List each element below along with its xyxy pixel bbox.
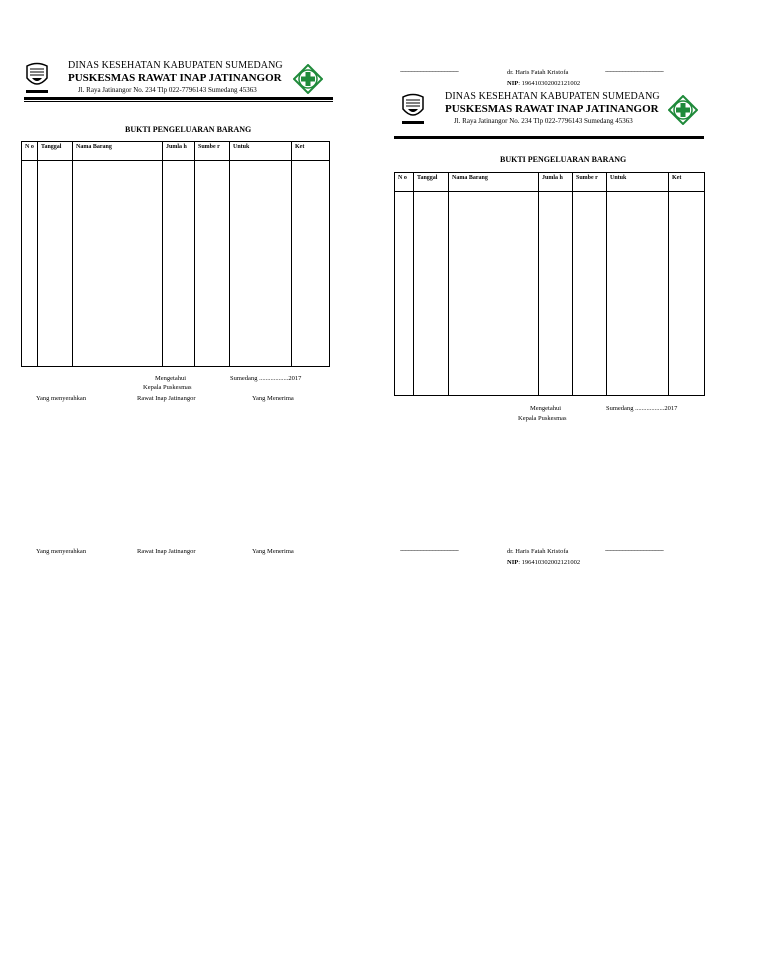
- signature-line-right-bottom: ---------------------------------------: [605, 548, 664, 554]
- sumedang-crest-icon: [400, 93, 426, 127]
- col-quantity: Jumla h: [539, 173, 573, 192]
- items-table: [21, 141, 330, 367]
- table-header-row: [395, 173, 705, 192]
- place-date: Sumedang ..................2017: [606, 405, 678, 412]
- table-row: [395, 192, 705, 396]
- nip: [507, 80, 580, 87]
- agency-name: DINAS KESEHATAN KABUPATEN SUMEDANG: [68, 60, 283, 71]
- header-rule-thin: [24, 101, 333, 102]
- head-title: Kepala Puskesmas: [518, 415, 567, 422]
- authorizer-label-bottom: Yang menyerahkan: [36, 548, 87, 555]
- head-title: Kepala Puskesmas: [143, 384, 192, 391]
- puskesmas-logo-icon: [668, 95, 698, 125]
- col-quantity: Jumla h: [163, 142, 195, 161]
- signature-line-left-bottom: ---------------------------------------: [400, 548, 459, 554]
- sumedang-crest-icon: [24, 62, 50, 96]
- receiver-label-bottom: Yang Menerima: [252, 548, 294, 555]
- unit-label-bottom: Rawat Inap Jatinangor: [137, 548, 196, 555]
- col-note: Ket: [292, 142, 330, 161]
- acknowledged-label: Mengetahui: [155, 375, 187, 382]
- nip-value: : 196410302002121002: [518, 559, 581, 566]
- col-date: Tanggal: [414, 173, 449, 192]
- puskesmas-logo-icon: [293, 64, 323, 94]
- nip-label: NIP: [507, 80, 519, 87]
- receiver-label: Yang Menerima: [252, 395, 294, 402]
- col-purpose: Untuk: [230, 142, 292, 161]
- header-rule: [394, 136, 704, 139]
- facility-name: PUSKESMAS RAWAT INAP JATINANGOR: [68, 72, 282, 84]
- header-rule: [24, 97, 333, 100]
- col-source: Sumbe r: [573, 173, 607, 192]
- nip-bottom: [507, 559, 580, 566]
- signer-name-bottom: dr. Haris Fatah Kristofa: [507, 548, 569, 555]
- address: Jl. Raya Jatinangor No. 234 Tlp 022-7796143 Sumedang 45363: [78, 86, 257, 94]
- acknowledged-label: Mengetahui: [530, 405, 562, 412]
- col-source: Sumbe r: [195, 142, 230, 161]
- col-no: N o: [395, 173, 414, 192]
- col-date: Tanggal: [38, 142, 73, 161]
- authorizer-label: Yang menyerahkan: [36, 395, 87, 402]
- place-date: Sumedang ..................2017: [230, 375, 302, 382]
- col-no: N o: [22, 142, 38, 161]
- col-item-name: Nama Barang: [73, 142, 163, 161]
- nip-label: NIP: [507, 559, 519, 566]
- agency-name: DINAS KESEHATAN KABUPATEN SUMEDANG: [445, 91, 660, 102]
- table-header-row: [22, 142, 330, 161]
- col-note: Ket: [669, 173, 705, 192]
- signer-name: dr. Haris Fatah Kristofa: [507, 69, 569, 76]
- col-purpose: Untuk: [607, 173, 669, 192]
- signature-line-right: ---------------------------------------: [605, 69, 664, 75]
- form-title: BUKTI PENGELUARAN BARANG: [125, 125, 252, 134]
- table-row: [22, 161, 330, 367]
- col-item-name: Nama Barang: [449, 173, 539, 192]
- facility-name: PUSKESMAS RAWAT INAP JATINANGOR: [445, 103, 659, 115]
- form-title: BUKTI PENGELUARAN BARANG: [500, 155, 627, 164]
- unit-label: Rawat Inap Jatinangor: [137, 395, 196, 402]
- signature-line-left: ---------------------------------------: [400, 69, 459, 75]
- address: Jl. Raya Jatinangor No. 234 Tlp 022-7796143 Sumedang 45363: [454, 117, 633, 125]
- items-table: [394, 172, 705, 396]
- nip-value: : 196410302002121002: [518, 80, 581, 87]
